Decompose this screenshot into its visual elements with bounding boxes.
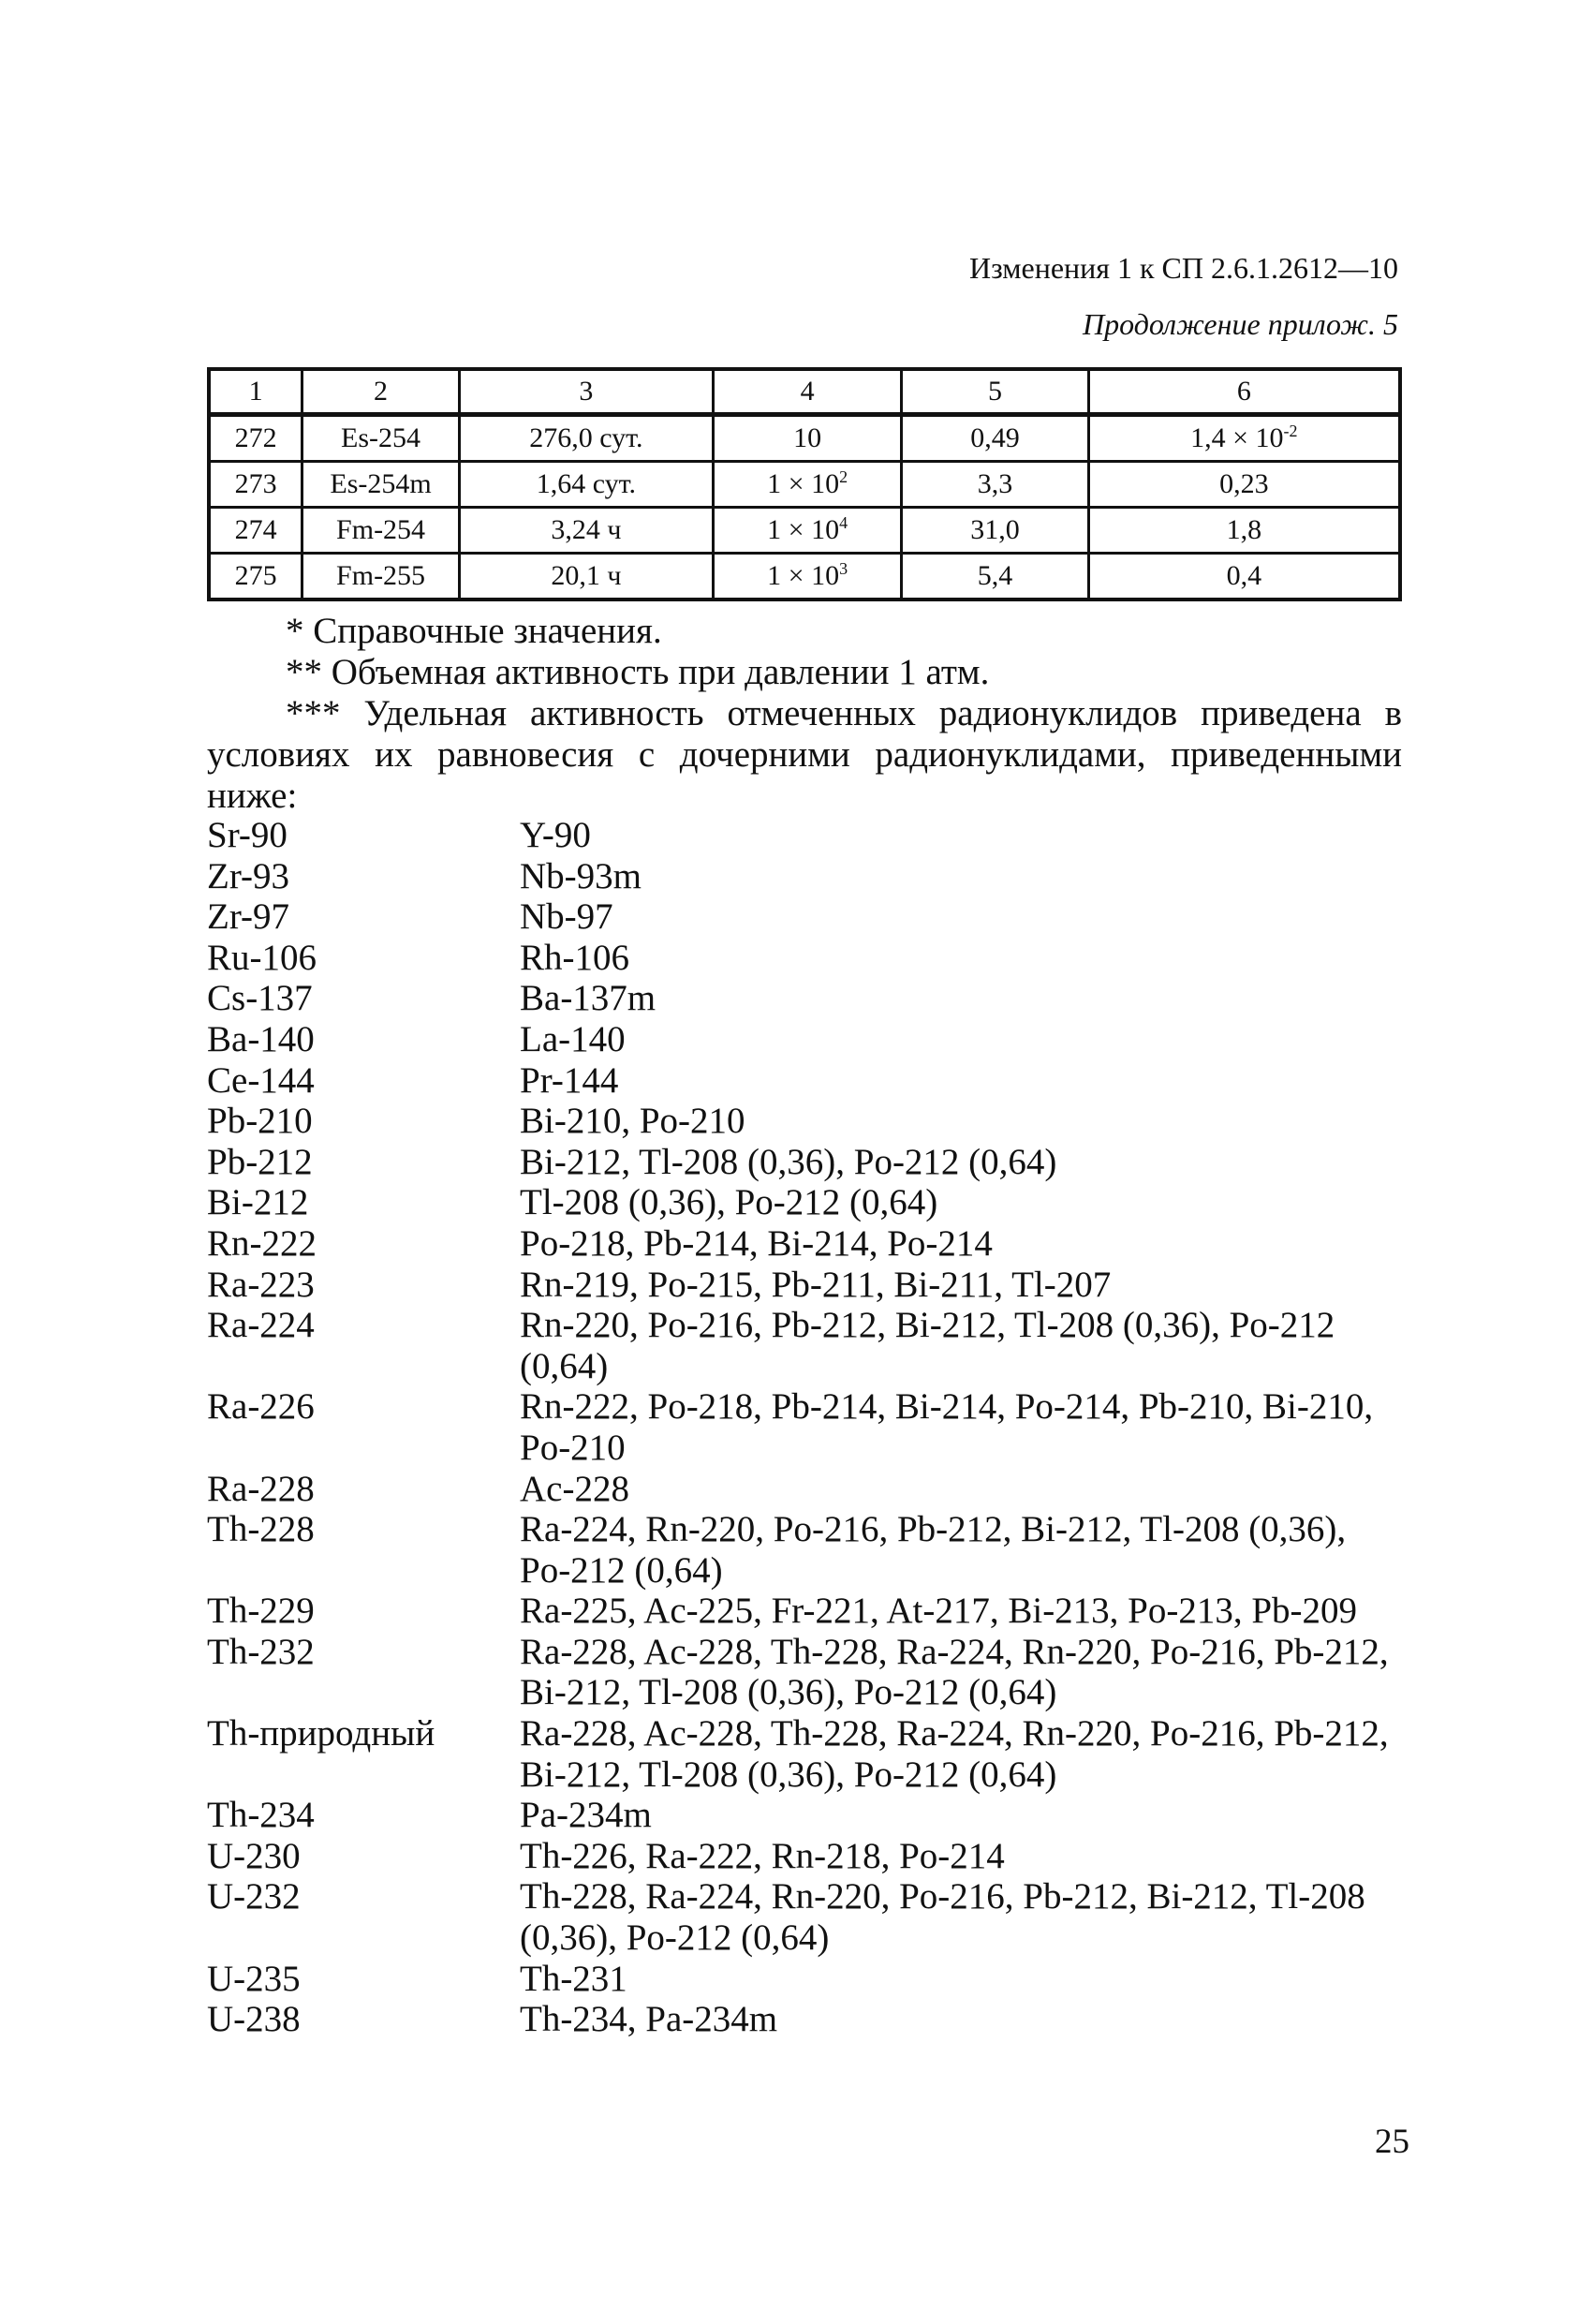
parent-nuclide: Zr-93: [207, 855, 290, 896]
column-4-cell: 10: [713, 415, 901, 462]
parent-nuclide: Ra-223: [207, 1264, 315, 1305]
list-item: [207, 1101, 1402, 1142]
radionuclide-table: [207, 367, 1402, 601]
list-item: [207, 1836, 1402, 1877]
daughter-nuclides: Th-226, Ra-222, Rn-218, Po-214: [520, 1835, 1005, 1876]
daughter-nuclides: Nb-93m: [520, 855, 642, 896]
list-item: [207, 1999, 1402, 2040]
column-header: 6: [1088, 369, 1400, 415]
column-header: 4: [713, 369, 901, 415]
list-item: [207, 1713, 1402, 1795]
parent-nuclide: U-232: [207, 1876, 301, 1917]
parent-nuclide: Th-232: [207, 1631, 315, 1672]
nuclide-equilibrium-list: [207, 815, 1402, 2040]
parent-nuclide: Sr-90: [207, 815, 288, 855]
column-4-cell: $1 \times 10^3$: [713, 554, 901, 600]
half-life-cell: 1,64 сут.: [459, 462, 713, 508]
daughter-nuclides: Ra-228, Ac-228, Th-228, Ra-224, Rn-220, Po-216, Pb-212, Bi-212, Tl-208 (0,36), Po-212 (0,64): [520, 1631, 1389, 1713]
parent-nuclide: Ba-140: [207, 1018, 315, 1059]
half-life-cell: 276,0 сут.: [459, 415, 713, 462]
list-item: [207, 856, 1402, 897]
nuclide-cell: Es-254m: [302, 462, 460, 508]
daughter-nuclides: Ba-137m: [520, 978, 656, 1019]
column-header: 5: [902, 369, 1088, 415]
parent-nuclide: Zr-97: [207, 896, 290, 938]
footnote-specific-activity: *** Удельная активность отмеченных радионуклидов приведена в условиях их равновесия с дочерними радионуклидами, приведенными ниже:: [207, 693, 1402, 816]
table-row: [209, 554, 1400, 600]
daughter-nuclides: Th-228, Ra-224, Rn-220, Po-216, Pb-212, Bi-212, Tl-208 (0,36), Po-212 (0,64): [520, 1876, 1365, 1959]
column-6-cell: 1,8: [1088, 508, 1400, 554]
parent-nuclide: Ru-106: [207, 937, 317, 978]
daughter-nuclides: La-140: [520, 1018, 626, 1059]
list-item: [207, 1305, 1402, 1386]
parent-nuclide: Ce-144: [207, 1059, 315, 1101]
row-number-cell: 272: [209, 415, 302, 462]
daughter-nuclides: Rn-219, Po-215, Pb-211, Bi-211, Tl-207: [520, 1264, 1112, 1305]
page-number: 25: [1375, 2123, 1409, 2161]
parent-nuclide: U-235: [207, 1958, 301, 1999]
list-item: [207, 1795, 1402, 1836]
column-5-cell: 3,3: [902, 462, 1088, 508]
list-item: [207, 1876, 1402, 1958]
list-item: [207, 1265, 1402, 1306]
appendix-continuation: Продолжение прилож. 5: [1083, 307, 1398, 341]
column-4-cell: $1 \times 10^2$: [713, 462, 901, 508]
list-item: [207, 1509, 1402, 1591]
list-item: [207, 896, 1402, 938]
daughter-nuclides: Rn-222, Po-218, Pb-214, Bi-214, Po-214, Pb-210, Bi-210, Po-210: [520, 1386, 1374, 1468]
nuclide-cell: Fm-255: [302, 554, 460, 600]
list-item: [207, 1386, 1402, 1468]
exponent: 4: [839, 513, 848, 532]
list-item: [207, 815, 1402, 856]
list-item: [207, 1959, 1402, 2000]
footnote-volume-activity: ** Объемная активность при давлении 1 атм.: [286, 652, 990, 692]
parent-nuclide: U-230: [207, 1835, 301, 1876]
column-6-cell: 0,4: [1088, 554, 1400, 600]
list-item: [207, 1632, 1402, 1713]
daughter-nuclides: Ra-228, Ac-228, Th-228, Ra-224, Rn-220, Po-216, Pb-212, Bi-212, Tl-208 (0,36), Po-212 (0,64): [520, 1713, 1389, 1795]
daughter-nuclides: Ra-224, Rn-220, Po-216, Pb-212, Bi-212, Tl-208 (0,36), Po-212 (0,64): [520, 1509, 1347, 1591]
table-row: [209, 462, 1400, 508]
daughter-nuclides: Nb-97: [520, 896, 613, 938]
footnote-reference-values: * Справочные значения.: [286, 611, 662, 651]
list-item: [207, 1182, 1402, 1223]
daughter-nuclides: Th-231: [520, 1958, 627, 1999]
list-item: [207, 1060, 1402, 1102]
daughter-nuclides: Bi-212, Tl-208 (0,36), Po-212 (0,64): [520, 1141, 1057, 1182]
list-item: [207, 1591, 1402, 1632]
daughter-nuclides: Pa-234m: [520, 1795, 652, 1836]
parent-nuclide: Th-природный: [207, 1713, 435, 1754]
nuclide-cell: Fm-254: [302, 508, 460, 554]
exponent: -2: [1283, 422, 1298, 440]
footnotes: [207, 611, 1402, 817]
list-item: [207, 1142, 1402, 1183]
list-item: [207, 1223, 1402, 1265]
parent-nuclide: Ra-224: [207, 1305, 315, 1346]
daughter-nuclides: Pr-144: [520, 1059, 619, 1101]
daughter-nuclides: Y-90: [520, 815, 591, 855]
parent-nuclide: Pb-210: [207, 1101, 313, 1142]
list-item: [207, 938, 1402, 979]
parent-nuclide: U-238: [207, 1999, 301, 2040]
daughter-nuclides: Ac-228: [520, 1468, 629, 1509]
table-row: [209, 508, 1400, 554]
daughter-nuclides: Po-218, Pb-214, Bi-214, Po-214: [520, 1222, 993, 1264]
column-5-cell: 0,49: [902, 415, 1088, 462]
column-6-cell: 0,23: [1088, 462, 1400, 508]
daughter-nuclides: Rn-220, Po-216, Pb-212, Bi-212, Tl-208 (0,36), Po-212 (0,64): [520, 1305, 1335, 1386]
parent-nuclide: Ra-228: [207, 1468, 315, 1509]
parent-nuclide: Rn-222: [207, 1222, 317, 1264]
column-header: 1: [209, 369, 302, 415]
column-header: 3: [459, 369, 713, 415]
daughter-nuclides: Rh-106: [520, 937, 629, 978]
daughter-nuclides: Ra-225, Ac-225, Fr-221, At-217, Bi-213, Po-213, Pb-209: [520, 1591, 1358, 1632]
parent-nuclide: Ra-226: [207, 1386, 315, 1428]
row-number-cell: 275: [209, 554, 302, 600]
nuclide-cell: Es-254: [302, 415, 460, 462]
half-life-cell: 3,24 ч: [459, 508, 713, 554]
column-5-cell: 31,0: [902, 508, 1088, 554]
column-6-cell: $1,4 \times 10^{-2}$: [1088, 415, 1400, 462]
column-header: 2: [302, 369, 460, 415]
parent-nuclide: Th-228: [207, 1509, 315, 1550]
column-4-cell: $1 \times 10^4$: [713, 508, 901, 554]
parent-nuclide: Cs-137: [207, 978, 313, 1019]
table-row: [209, 415, 1400, 462]
exponent: 3: [839, 559, 848, 578]
parent-nuclide: Bi-212: [207, 1182, 309, 1223]
exponent: 2: [839, 467, 848, 486]
daughter-nuclides: Th-234, Pa-234m: [520, 1999, 778, 2040]
table-body: [209, 415, 1400, 600]
half-life-cell: 20,1 ч: [459, 554, 713, 600]
row-number-cell: 274: [209, 508, 302, 554]
list-item: [207, 1019, 1402, 1060]
amendment-header: Изменения 1 к СП 2.6.1.2612—10: [968, 251, 1398, 285]
parent-nuclide: Pb-212: [207, 1141, 313, 1182]
table-header-row: [209, 369, 1400, 415]
row-number-cell: 273: [209, 462, 302, 508]
list-item: [207, 1469, 1402, 1510]
daughter-nuclides: Bi-210, Po-210: [520, 1101, 745, 1142]
parent-nuclide: Th-229: [207, 1591, 315, 1632]
column-5-cell: 5,4: [902, 554, 1088, 600]
parent-nuclide: Th-234: [207, 1795, 315, 1836]
list-item: [207, 978, 1402, 1019]
daughter-nuclides: Tl-208 (0,36), Po-212 (0,64): [520, 1182, 938, 1223]
